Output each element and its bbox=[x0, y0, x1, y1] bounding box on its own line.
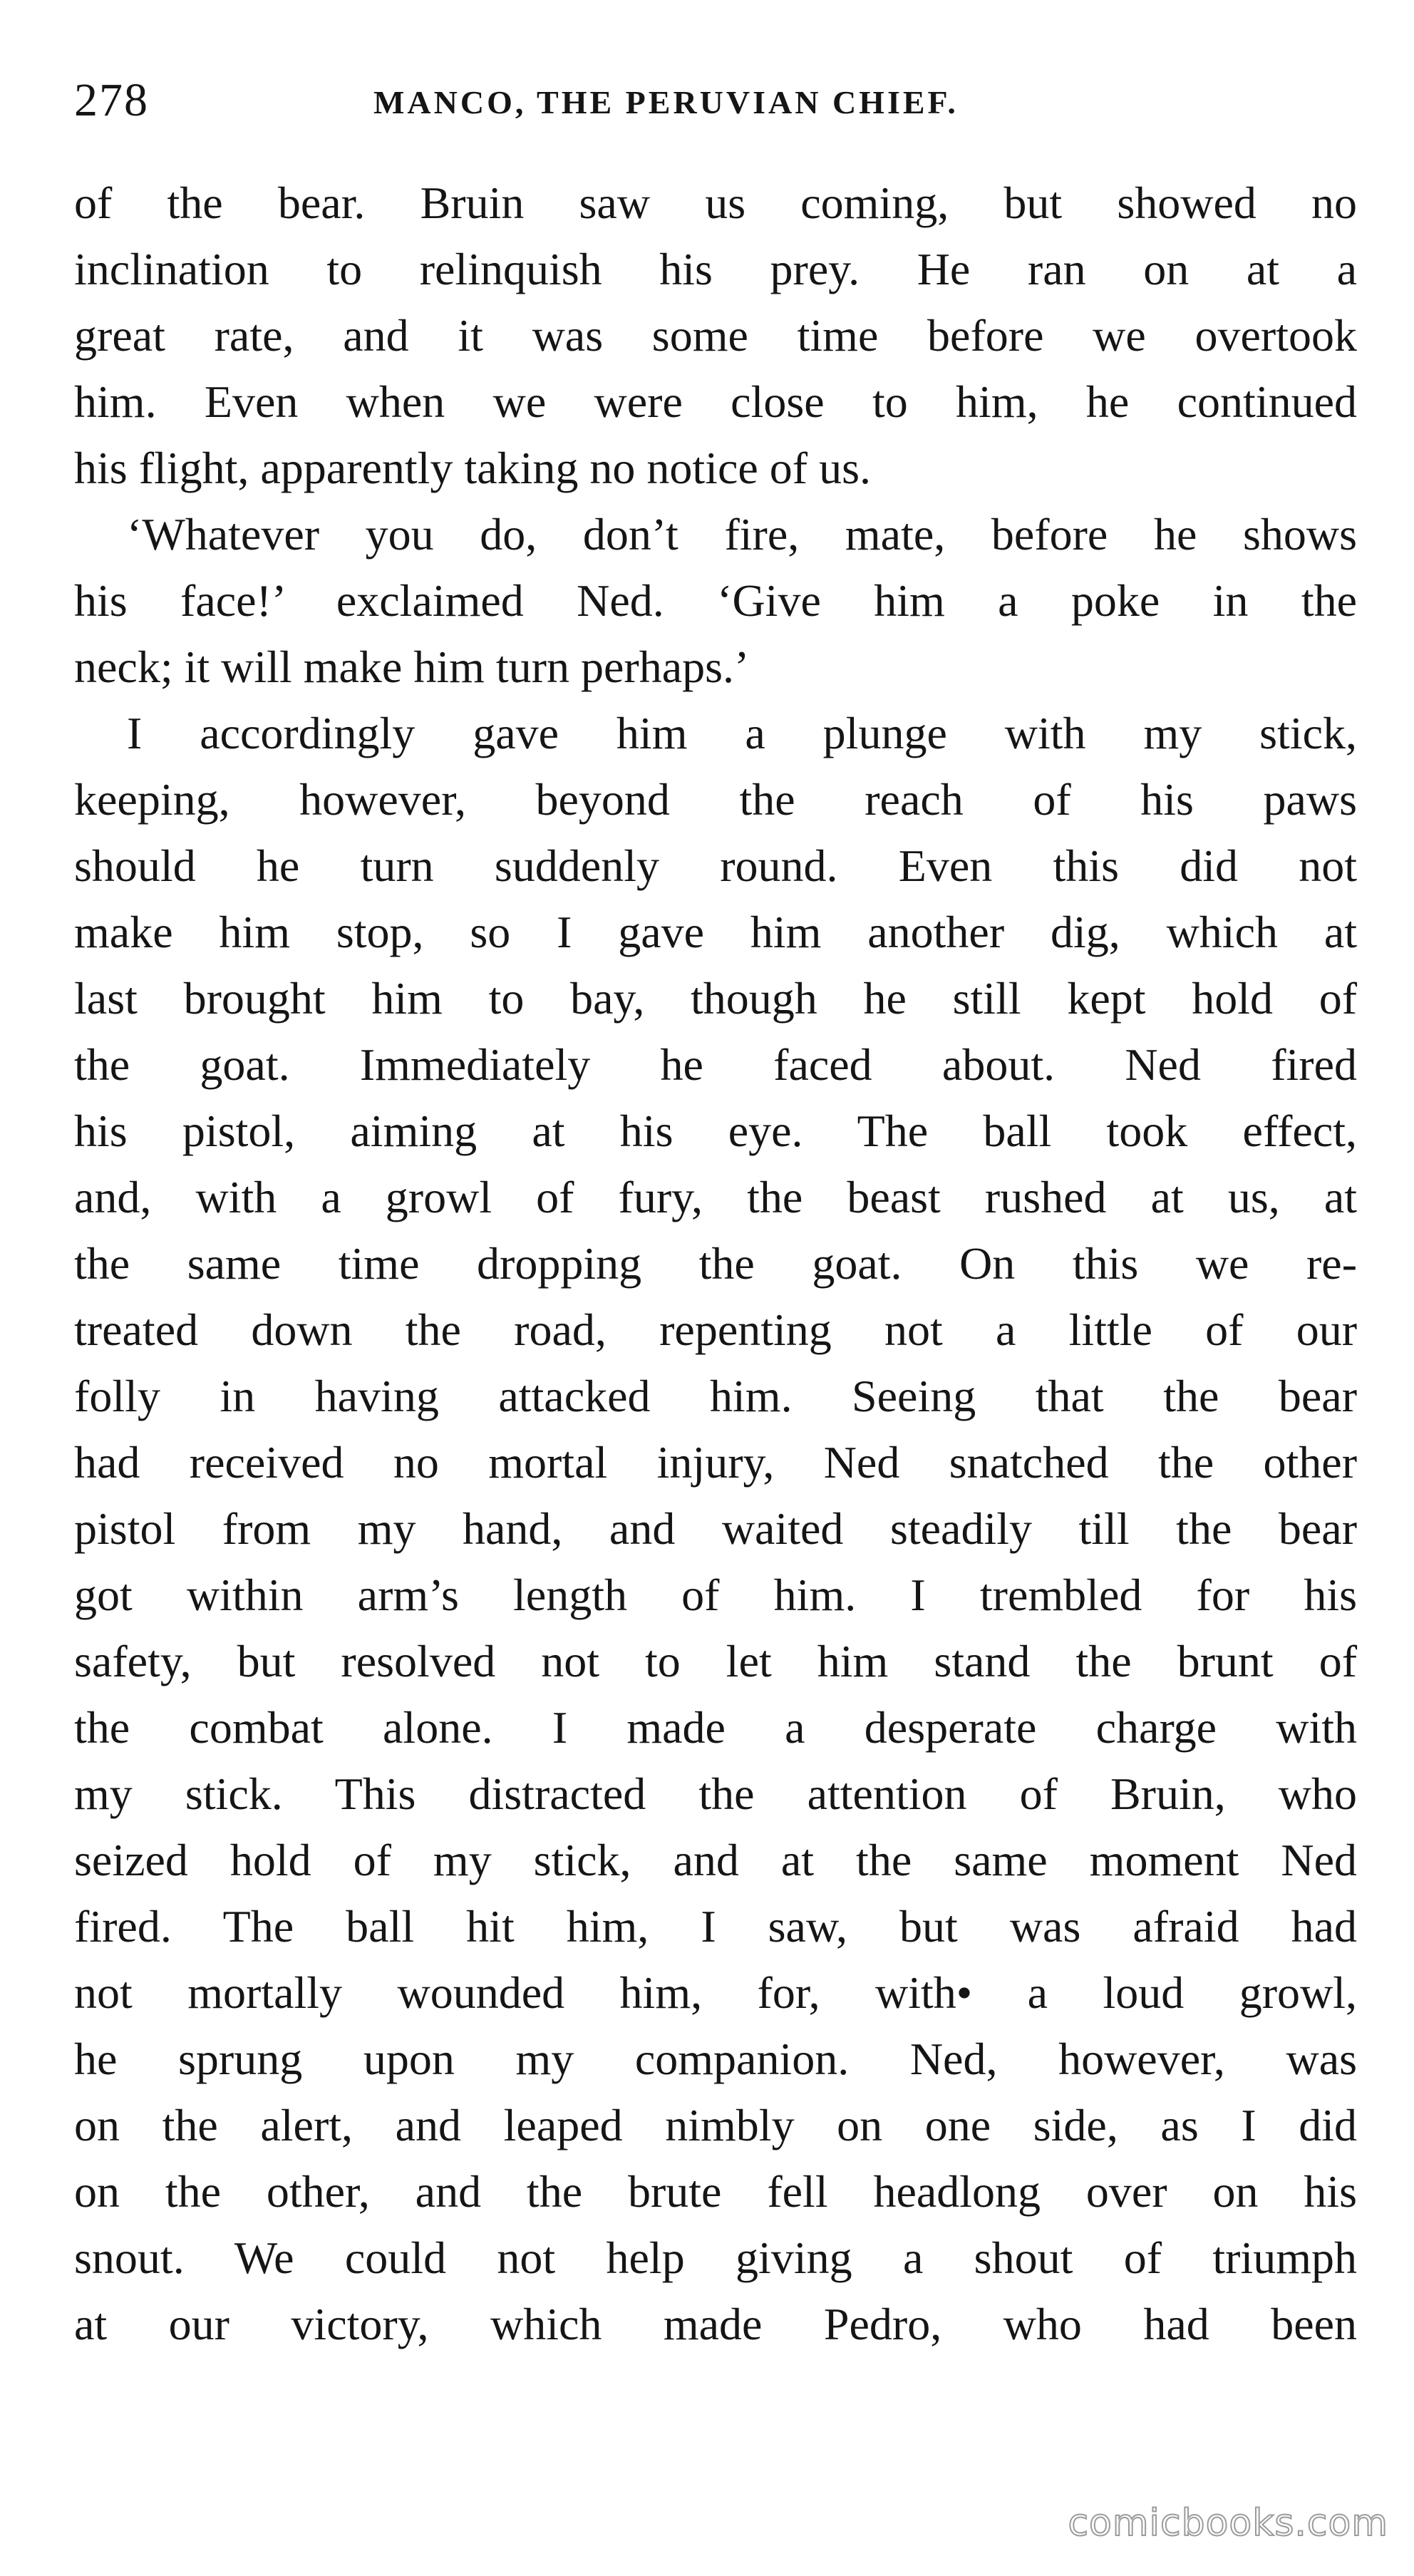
text-line: of the bear. Bruin saw us coming, but showed no bbox=[74, 177, 1357, 228]
text-line: seized hold of my stick, and at the same moment Ned bbox=[74, 1835, 1357, 1885]
text-line: should he turn suddenly round. Even this did not bbox=[74, 840, 1357, 891]
text-line: the same time dropping the goat. On this we re- bbox=[74, 1238, 1357, 1289]
text-line: I accordingly gave him a plunge with my stick, bbox=[127, 708, 1357, 758]
text-line: and, with a growl of fury, the beast rushed at us, at bbox=[74, 1172, 1357, 1222]
text-line: his pistol, aiming at his eye. The ball took effect, bbox=[74, 1106, 1357, 1156]
text-line: got within arm’s length of him. I trembled for his bbox=[74, 1570, 1357, 1620]
text-line: last brought him to bay, though he still kept hold of bbox=[74, 973, 1357, 1024]
page-number: 278 bbox=[74, 74, 149, 126]
text-line: on the alert, and leaped nimbly on one side, as I did bbox=[74, 2100, 1357, 2150]
text-line: his flight, apparently taking no notice of us. bbox=[74, 443, 871, 493]
text-line: inclination to relinquish his prey. He ran on at a bbox=[74, 244, 1357, 294]
text-line: pistol from my hand, and waited steadily till the bear bbox=[74, 1503, 1357, 1554]
body-text bbox=[74, 170, 1357, 2357]
text-line: his face!’ exclaimed Ned. ‘Give him a poke in the bbox=[74, 575, 1357, 626]
text-line: make him stop, so I gave him another dig, which at bbox=[74, 907, 1357, 957]
text-line: folly in having attacked him. Seeing that the bear bbox=[74, 1371, 1357, 1421]
text-line: great rate, and it was some time before we overtook bbox=[74, 310, 1357, 361]
running-head: MANCO, THE PERUVIAN CHIEF. bbox=[373, 84, 959, 120]
text-line: had received no mortal injury, Ned snatched the other bbox=[74, 1437, 1357, 1488]
text-line: not mortally wounded him, for, with• a loud growl, bbox=[74, 1967, 1357, 2018]
watermark-text: comicbooks.com bbox=[1068, 2502, 1388, 2545]
text-line: at our victory, which made Pedro, who had been bbox=[74, 2299, 1357, 2349]
text-line: treated down the road, repenting not a little of our bbox=[74, 1304, 1357, 1355]
page-header bbox=[74, 61, 1357, 140]
text-line: on the other, and the brute fell headlong over on his bbox=[74, 2166, 1357, 2217]
text-line: safety, but resolved not to let him stand the brunt of bbox=[74, 1636, 1357, 1686]
text-line: ‘Whatever you do, don’t fire, mate, before he shows bbox=[127, 509, 1357, 560]
text-line: he sprung upon my companion. Ned, however, was bbox=[74, 2034, 1357, 2084]
text-line: keeping, however, beyond the reach of his paws bbox=[74, 774, 1357, 825]
text-line: the combat alone. I made a desperate charge with bbox=[74, 1702, 1357, 1753]
text-line: my stick. This distracted the attention of Bruin, who bbox=[74, 1768, 1357, 1819]
text-line: him. Even when we were close to him, he continued bbox=[74, 376, 1357, 427]
text-line: neck; it will make him turn perhaps.’ bbox=[74, 642, 750, 692]
text-line: fired. The ball hit him, I saw, but was afraid had bbox=[74, 1901, 1357, 1952]
text-line: the goat. Immediately he faced about. Ned fired bbox=[74, 1039, 1357, 1090]
text-line: snout. We could not help giving a shout of triumph bbox=[74, 2232, 1357, 2283]
